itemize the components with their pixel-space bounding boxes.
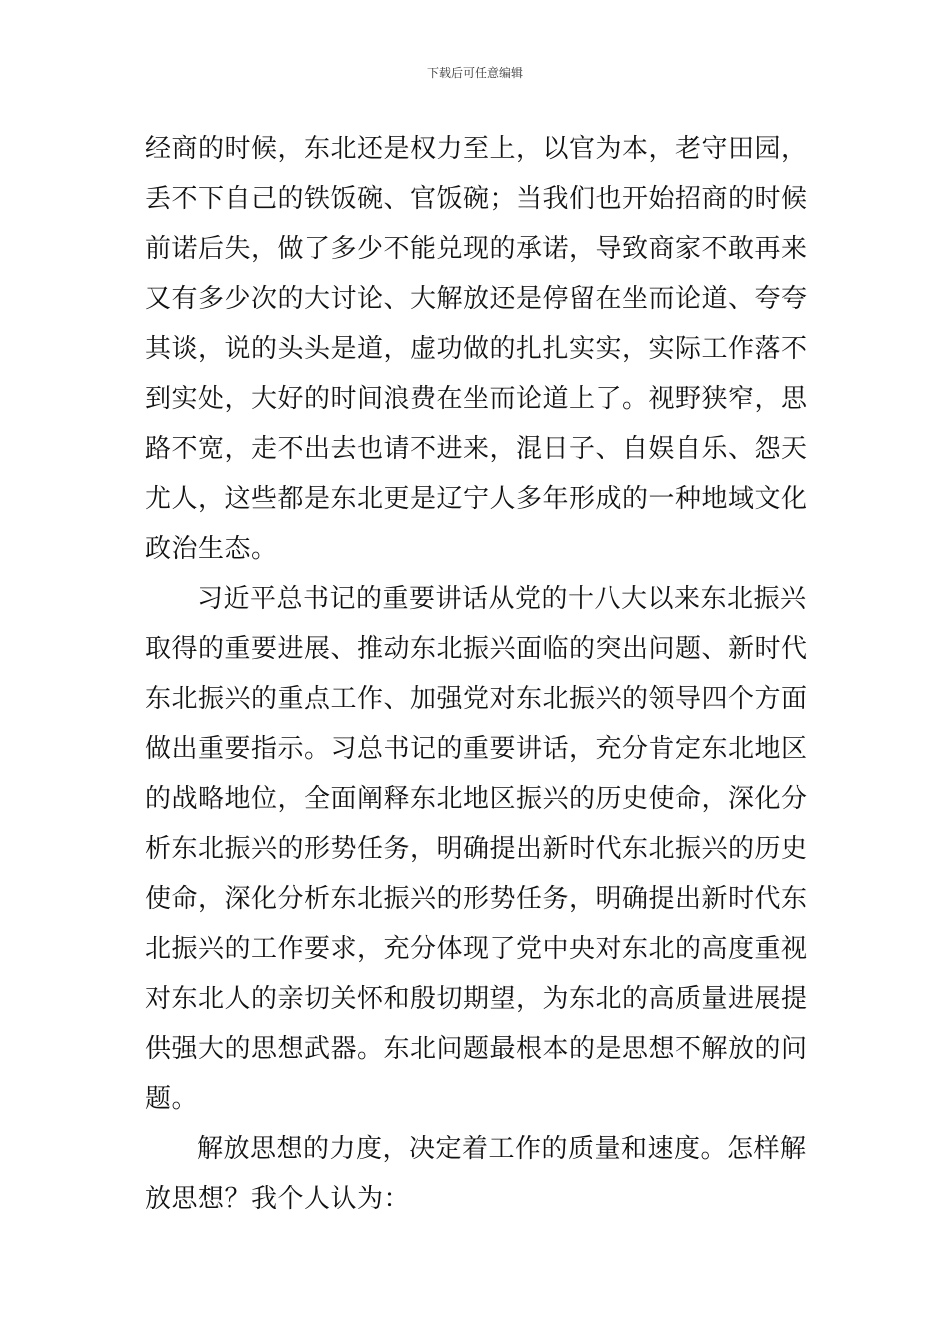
text-line: 其谈，说的头头是道，虚功做的扎扎实实，实际工作落不 bbox=[145, 334, 808, 364]
text-line: 习近平总书记的重要讲话从党的十八大以来东北振兴 bbox=[197, 584, 807, 614]
text-line: 解放思想的力度，决定着工作的质量和速度。怎样解 bbox=[197, 1134, 807, 1164]
text-line: 题。 bbox=[145, 1084, 199, 1114]
text-line: 取得的重要进展、推动东北振兴面临的突出问题、新时代 bbox=[145, 634, 808, 664]
text-line: 对东北人的亲切关怀和殷切期望，为东北的高质量进展提 bbox=[145, 984, 808, 1014]
page-header: 下载后可任意编辑 bbox=[426, 66, 523, 80]
text-line: 使命，深化分析东北振兴的形势任务，明确提出新时代东 bbox=[145, 884, 808, 914]
text-line: 前诺后失，做了多少不能兑现的承诺，导致商家不敢再来 bbox=[145, 234, 808, 264]
document-body bbox=[145, 124, 809, 1224]
text-line: 丢不下自己的铁饭碗、官饭碗；当我们也开始招商的时候 bbox=[145, 184, 808, 214]
text-line: 尤人，这些都是东北更是辽宁人多年形成的一种地域文化 bbox=[145, 484, 808, 514]
text-line: 东北振兴的重点工作、加强党对东北振兴的领导四个方面 bbox=[145, 684, 808, 714]
paragraph-3 bbox=[145, 1124, 809, 1224]
paragraph-1 bbox=[145, 124, 809, 574]
text-line: 到实处，大好的时间浪费在坐而论道上了。视野狭窄，思 bbox=[145, 384, 808, 414]
text-line: 供强大的思想武器。东北问题最根本的是思想不解放的问 bbox=[145, 1034, 808, 1064]
text-line: 放思想？我个人认为： bbox=[145, 1184, 411, 1214]
text-line: 做出重要指示。习总书记的重要讲话，充分肯定东北地区 bbox=[145, 734, 808, 764]
text-line: 政治生态。 bbox=[145, 534, 278, 564]
text-line: 又有多少次的大讨论、大解放还是停留在坐而论道、夸夸 bbox=[145, 284, 808, 314]
paragraph-2 bbox=[145, 574, 809, 1124]
text-line: 经商的时候，东北还是权力至上，以官为本，老守田园， bbox=[145, 134, 808, 164]
text-line: 析东北振兴的形势任务，明确提出新时代东北振兴的历史 bbox=[145, 834, 808, 864]
text-line: 北振兴的工作要求，充分体现了党中央对东北的高度重视 bbox=[145, 934, 808, 964]
text-line: 的战略地位，全面阐释东北地区振兴的历史使命，深化分 bbox=[145, 784, 808, 814]
text-line: 路不宽，走不出去也请不进来，混日子、自娱自乐、怨天 bbox=[145, 434, 808, 464]
